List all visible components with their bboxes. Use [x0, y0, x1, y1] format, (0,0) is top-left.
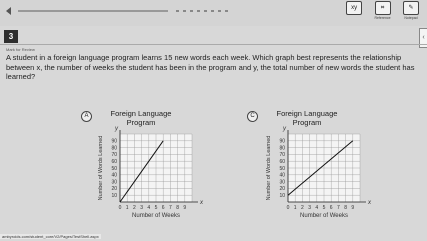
option-c-title: Foreign Language Program [276, 109, 338, 127]
reference-button[interactable] [371, 1, 395, 20]
x-tick-label: 2 [301, 205, 304, 211]
collapse-panel-tab[interactable]: ‹ [419, 28, 427, 48]
xy-icon: xy [346, 1, 362, 15]
x-axis-letter: x [200, 200, 203, 206]
y-tick-label: 80 [279, 145, 285, 152]
notepad-button[interactable] [399, 1, 423, 20]
x-axis-letter: x [368, 200, 371, 206]
x-axis-label: Number of Weeks [300, 213, 348, 219]
x-tick-label: 2 [133, 205, 136, 211]
option-a-title: Foreign Language Program [110, 109, 172, 127]
reference-caption: Reference [374, 16, 391, 20]
option-c-chart[interactable] [250, 126, 380, 231]
top-toolbar [0, 0, 427, 26]
question-text: A student in a foreign language program learns 15 new words each week. Which graph best represents the relationship between x, the number of weeks the student has been in the program and y, the total number of new words the student has learned? [6, 53, 415, 81]
y-tick-label: 10 [279, 193, 285, 199]
y-tick-label: 40 [111, 172, 117, 179]
x-tick-label: 4 [315, 205, 319, 211]
y-tick-label: 70 [111, 152, 117, 159]
y-tick-label: 90 [279, 138, 285, 145]
y-tick-label: 40 [279, 172, 285, 179]
notepad-caption: Notepad [404, 16, 418, 20]
calculator-icon: ⌗ [375, 1, 391, 15]
x-tick-label: 9 [351, 205, 355, 211]
toolbar-icons [342, 1, 423, 20]
y-tick-label: 60 [111, 159, 117, 165]
x-tick-label: 1 [125, 205, 129, 211]
x-tick-label: 7 [337, 205, 340, 211]
y-axis-letter: y [115, 126, 118, 132]
option-c-radio[interactable]: C [247, 111, 258, 122]
y-axis-letter: y [283, 126, 286, 132]
divider [0, 44, 427, 45]
y-axis-label: Number of Words Learned [266, 135, 272, 201]
y-tick-label: 20 [111, 186, 117, 193]
x-tick-label: 5 [322, 205, 326, 211]
x-tick-label: 8 [176, 205, 179, 211]
status-url: ambyroids.com/student_core/V2/Pages/TestShell.aspx [2, 234, 99, 239]
y-tick-label: 20 [279, 186, 285, 193]
back-arrow-icon[interactable] [6, 7, 11, 15]
x-tick-label: 6 [161, 205, 165, 211]
x-tick-label: 0 [118, 205, 122, 211]
y-tick-label: 60 [279, 159, 285, 165]
notepad-icon: ✎ [403, 1, 419, 15]
mark-for-review[interactable]: Mark for Review [6, 47, 35, 52]
y-tick-label: 10 [111, 193, 117, 199]
x-tick-label: 9 [183, 205, 187, 211]
x-axis-label: Number of Weeks [132, 213, 180, 219]
x-tick-label: 4 [147, 205, 151, 211]
x-tick-label: 8 [344, 205, 347, 211]
y-tick-label: 70 [279, 152, 285, 159]
y-tick-label: 30 [279, 179, 285, 186]
y-axis-label: Number of Words Learned [98, 135, 104, 201]
y-tick-label: 50 [111, 165, 117, 172]
x-tick-label: 0 [286, 205, 290, 211]
x-tick-label: 3 [308, 205, 311, 211]
progress-indicator [6, 5, 232, 15]
x-tick-label: 5 [154, 205, 158, 211]
x-tick-label: 3 [140, 205, 143, 211]
y-tick-label: 30 [111, 179, 117, 186]
x-tick-label: 1 [293, 205, 297, 211]
progress-track [18, 10, 168, 12]
option-a-radio[interactable]: A [81, 111, 92, 122]
question-number: 3 [4, 30, 18, 43]
y-tick-label: 90 [111, 138, 117, 145]
x-tick-label: 7 [169, 205, 172, 211]
xy-button[interactable] [342, 1, 366, 16]
x-tick-label: 6 [329, 205, 333, 211]
y-tick-label: 50 [279, 165, 285, 172]
y-tick-label: 80 [111, 145, 117, 152]
option-a-chart[interactable] [82, 126, 212, 231]
progress-dots [176, 10, 232, 12]
